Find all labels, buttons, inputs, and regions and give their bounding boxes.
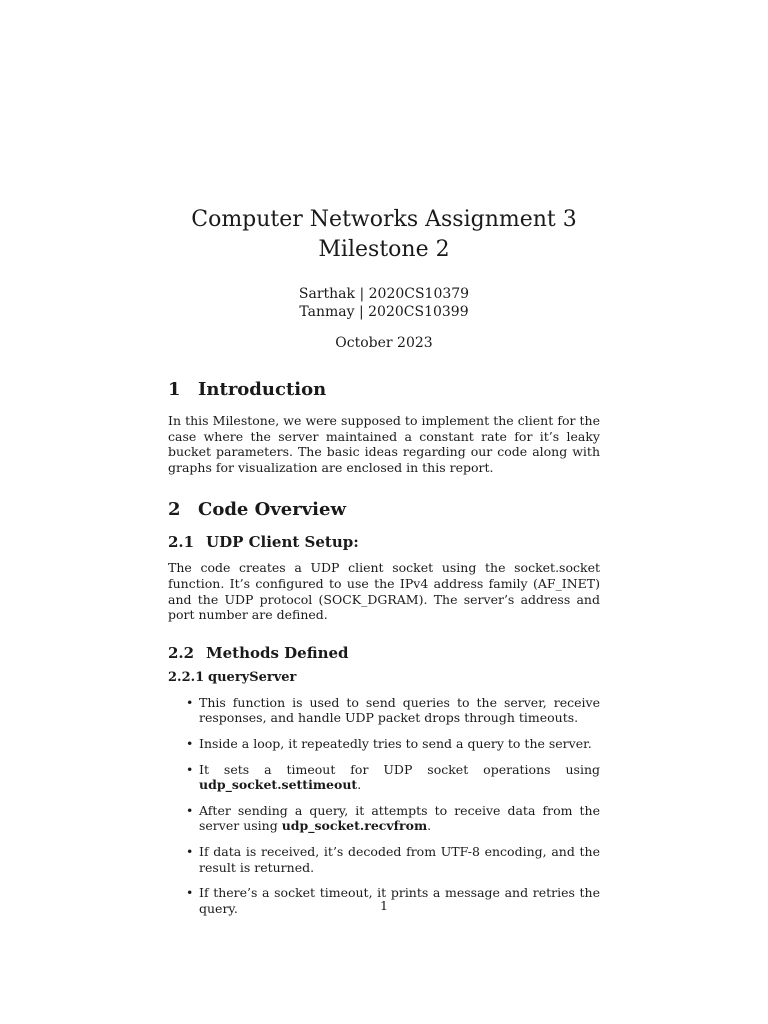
udp-client-paragraph: The code creates a UDP client socket using the socket.socket function. It’s configured to use the IPv4 address family (AF_INET) and the UDP protocol (SOCK_DGRAM). The server’s address and port number are defined. (168, 560, 600, 623)
section-title: Introduction (198, 379, 327, 400)
code-identifier: udp_socket.settimeout (199, 777, 358, 793)
subsection-heading-udp-client-setup (168, 532, 600, 552)
bullet-text: After sending a query, it attempts to receive data from the server using (199, 802, 600, 834)
author-list (0, 285, 768, 321)
list-item (186, 695, 600, 726)
code-identifier: udp_socket.recvfrom (281, 818, 428, 834)
bullet-text: This function is used to send queries to the server, receive responses, and handle UDP packet drops through timeouts. (199, 694, 600, 726)
author-1: Sarthak | 2020CS10379 (298, 286, 470, 302)
subsection-heading-methods-defined (168, 643, 600, 663)
list-item (186, 762, 600, 793)
subsubsection-title: queryServer (208, 669, 297, 685)
subsection-number: 2.2 (168, 643, 195, 662)
bullet-icon: • (186, 735, 194, 751)
section-number: 1 (168, 379, 181, 400)
bullet-icon: • (186, 802, 194, 818)
subsection-title: UDP Client Setup: (206, 533, 359, 552)
bullet-icon: • (186, 761, 194, 777)
title-block (0, 205, 768, 352)
page-number: 1 (380, 898, 388, 913)
subsection-number: 2.1 (168, 533, 195, 552)
list-item (186, 736, 600, 752)
subsubsection-number: 2.2.1 (168, 669, 205, 685)
document-date: October 2023 (335, 335, 433, 351)
subsection-title: Methods Defined (206, 643, 349, 662)
list-item (186, 844, 600, 875)
bullet-text: Inside a loop, it repeatedly tries to send a query to the server. (199, 735, 592, 751)
queryserver-bullet-list (168, 695, 600, 917)
bullet-text-end: . (357, 777, 362, 793)
section-number: 2 (168, 499, 181, 521)
bullet-text: If data is received, it’s decoded from UTF-8 encoding, and the result is returned. (199, 843, 600, 875)
document-body (168, 378, 600, 916)
bullet-text: It sets a timeout for UDP socket operations using (199, 761, 600, 777)
bullet-icon: • (186, 694, 194, 710)
title-line-2: Milestone 2 (318, 237, 450, 262)
title-line-1: Computer Networks Assignment 3 (191, 207, 577, 232)
subsubsection-heading-queryserver (168, 669, 600, 687)
introduction-paragraph: In this Milestone, we were supposed to implement the client for the case where the server maintained a constant rate for it’s leaky bucket parameters. The basic ideas regarding our code along with graphs for visualization are enclosed in this report. (168, 413, 600, 475)
section-title: Code Overview (198, 499, 346, 521)
bullet-text: If there’s a socket timeout, it prints a message and retries the query. (199, 885, 600, 916)
author-2: Tanmay | 2020CS10399 (299, 304, 469, 320)
bullet-icon: • (186, 843, 194, 859)
list-item (186, 803, 600, 834)
bullet-icon: • (186, 885, 194, 901)
section-heading-introduction (168, 378, 600, 402)
section-heading-code-overview (168, 498, 600, 522)
bullet-text-end: . (427, 818, 432, 834)
